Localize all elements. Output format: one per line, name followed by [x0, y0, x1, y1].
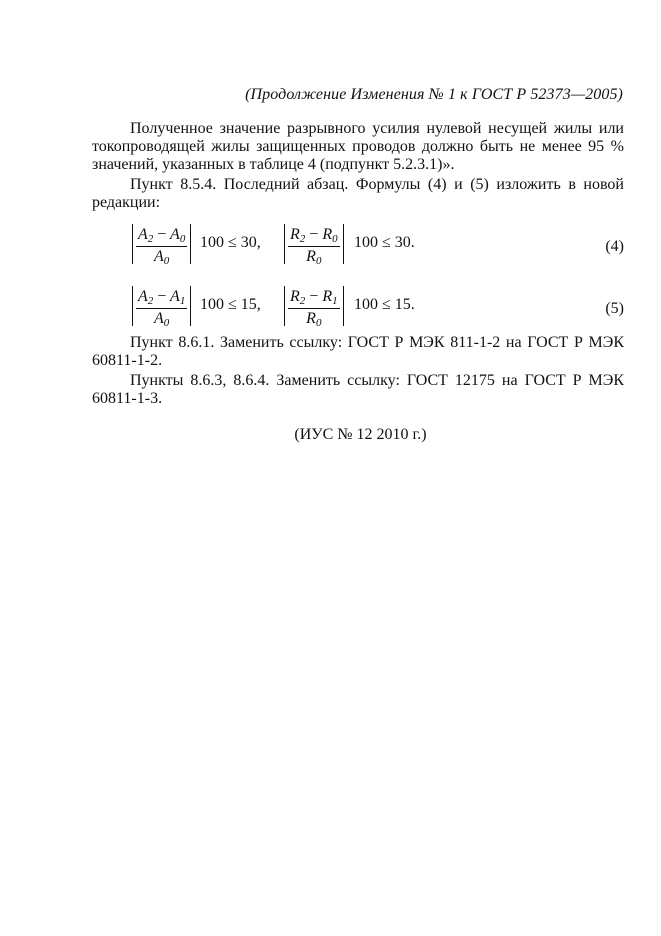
abs-fraction-a: $A_2 - A_0$ $A_0$: [132, 224, 191, 264]
formula-tail: 100 ≤ 15.: [354, 296, 415, 313]
paragraph-formulas-intro: [92, 176, 624, 212]
formula-5: [92, 286, 624, 330]
formula-4: [92, 224, 624, 268]
paragraph-breaking-force: [92, 120, 624, 174]
equation-number: (5): [605, 300, 624, 317]
source-reference: (ИУС № 12 2010 г.): [294, 426, 427, 443]
paragraph-text: Пункт 8.6.1. Заменить ссылку: ГОСТ Р МЭК 811-1-2 на ГОСТ Р МЭК 60811-1-2.: [92, 334, 624, 369]
formula-tail: 100 ≤ 30.: [354, 234, 415, 251]
paragraph-8-6-1: [92, 334, 624, 370]
paragraph-text: Полученное значение разрывного усилия нулевой несущей жилы или токопроводящей жилы защищенных проводов должно быть не менее 95 % значений, указанных в таблице 4 (подпункт 5.2.3.1)».: [92, 120, 624, 173]
formula-tail: 100 ≤ 15,: [200, 296, 261, 313]
paragraph-text: Пункты 8.6.3, 8.6.4. Заменить ссылку: ГОСТ 12175 на ГОСТ Р МЭК 60811-1-3.: [92, 372, 624, 407]
paragraph-8-6-3: [92, 372, 624, 408]
equation-number: (4): [605, 238, 624, 255]
paragraph-text: Пункт 8.5.4. Последний абзац. Формулы (4) и (5) изложить в новой редакции:: [92, 176, 624, 211]
abs-fraction-a: $A_2 - A_1$ $A_0$: [132, 286, 191, 326]
formula-tail: 100 ≤ 30,: [200, 234, 261, 251]
page-header: (Продолжение Изменения № 1 к ГОСТ Р 52373—2005): [245, 86, 623, 103]
abs-fraction-r: $R_2 - R_1$ $R_0$: [284, 286, 344, 326]
abs-fraction-r: $R_2 - R_0$ $R_0$: [284, 224, 344, 264]
